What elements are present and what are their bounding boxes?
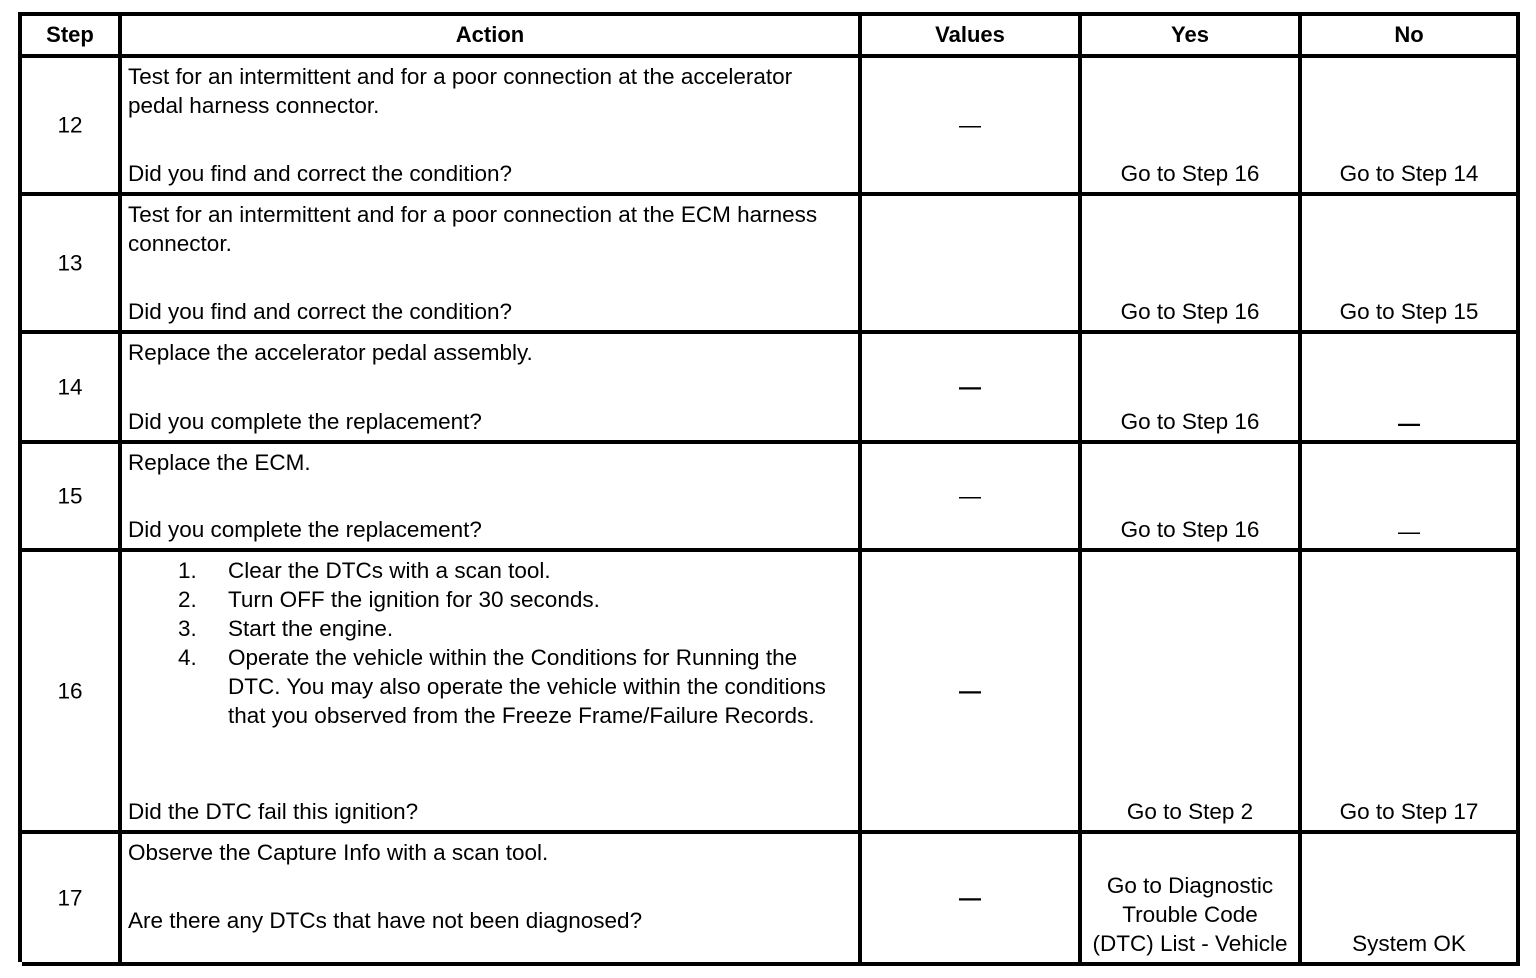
yes-link[interactable]: Go to Step 16	[1120, 409, 1260, 434]
list-item-text: Turn OFF the ignition for 30 seconds.	[228, 587, 600, 612]
action-question: Are there any DTCs that have not been diagnosed?	[128, 908, 643, 933]
values-cell: —	[959, 112, 981, 138]
yes-link[interactable]: Go to Diagnostic Trouble Code (DTC) List - Vehicle	[1092, 873, 1288, 956]
values-cell: —	[959, 678, 981, 704]
table-row	[22, 196, 1520, 334]
step-number: 12	[57, 112, 83, 138]
table-header-row	[22, 16, 1520, 58]
values-cell: —	[959, 483, 981, 509]
yes-link[interactable]: Go to Step 16	[1120, 299, 1260, 324]
list-item-text: Start the engine.	[228, 616, 394, 641]
step-number: 14	[57, 374, 83, 400]
no-cell: System OK	[1352, 931, 1466, 956]
action-question: Did you complete the replacement?	[128, 517, 482, 542]
list-item-text: Operate the vehicle within the Conditions for Running the DTC. You may also operate the vehicle within the conditions that you observed from the Freeze Frame/Failure Records.	[228, 645, 826, 728]
no-link[interactable]: Go to Step 14	[1339, 161, 1479, 186]
header-action: Action	[122, 16, 862, 58]
header-no: No	[1302, 16, 1520, 58]
step-number: 16	[57, 678, 83, 704]
list-item-number: 1.	[178, 558, 197, 583]
yes-link[interactable]: Go to Step 16	[1120, 517, 1260, 542]
yes-link[interactable]: Go to Step 2	[1126, 799, 1254, 824]
step-number: 15	[57, 483, 83, 509]
table-row	[22, 58, 1520, 196]
action-text: Test for an intermittent and for a poor connection at the ECM harness connector.	[128, 202, 818, 256]
step-number: 13	[57, 250, 83, 276]
table-row	[22, 334, 1520, 444]
action-text: Test for an intermittent and for a poor connection at the accelerator pedal harness connector.	[128, 64, 793, 118]
action-text: Replace the accelerator pedal assembly.	[128, 340, 533, 365]
yes-link[interactable]: Go to Step 16	[1120, 161, 1260, 186]
list-item	[128, 643, 852, 730]
list-item-number: 3.	[178, 616, 197, 641]
action-question: Did the DTC fail this ignition?	[128, 799, 419, 824]
list-item	[128, 556, 852, 585]
values-cell: —	[959, 374, 981, 400]
procedure-list	[128, 556, 852, 730]
action-text: Replace the ECM.	[128, 450, 311, 475]
action-question: Did you complete the replacement?	[128, 409, 482, 434]
list-item-text: Clear the DTCs with a scan tool.	[228, 558, 551, 583]
list-item-number: 2.	[178, 587, 197, 612]
action-text: Observe the Capture Info with a scan tool.	[128, 840, 549, 865]
diagnostic-table	[18, 12, 1520, 962]
header-step: Step	[22, 16, 122, 58]
no-cell: —	[1398, 519, 1420, 544]
no-link[interactable]: Go to Step 17	[1339, 799, 1479, 824]
action-question: Did you find and correct the condition?	[128, 299, 512, 324]
list-item	[128, 614, 852, 643]
no-cell: —	[1398, 411, 1420, 436]
table-row	[22, 552, 1520, 834]
step-number: 17	[57, 885, 83, 911]
table-row	[22, 444, 1520, 552]
action-question: Did you find and correct the condition?	[128, 161, 512, 186]
values-cell: —	[959, 885, 981, 911]
no-link[interactable]: Go to Step 15	[1339, 299, 1479, 324]
table-row	[22, 834, 1520, 966]
header-values: Values	[862, 16, 1082, 58]
list-item-number: 4.	[178, 645, 197, 670]
header-yes: Yes	[1082, 16, 1302, 58]
list-item	[128, 585, 852, 614]
